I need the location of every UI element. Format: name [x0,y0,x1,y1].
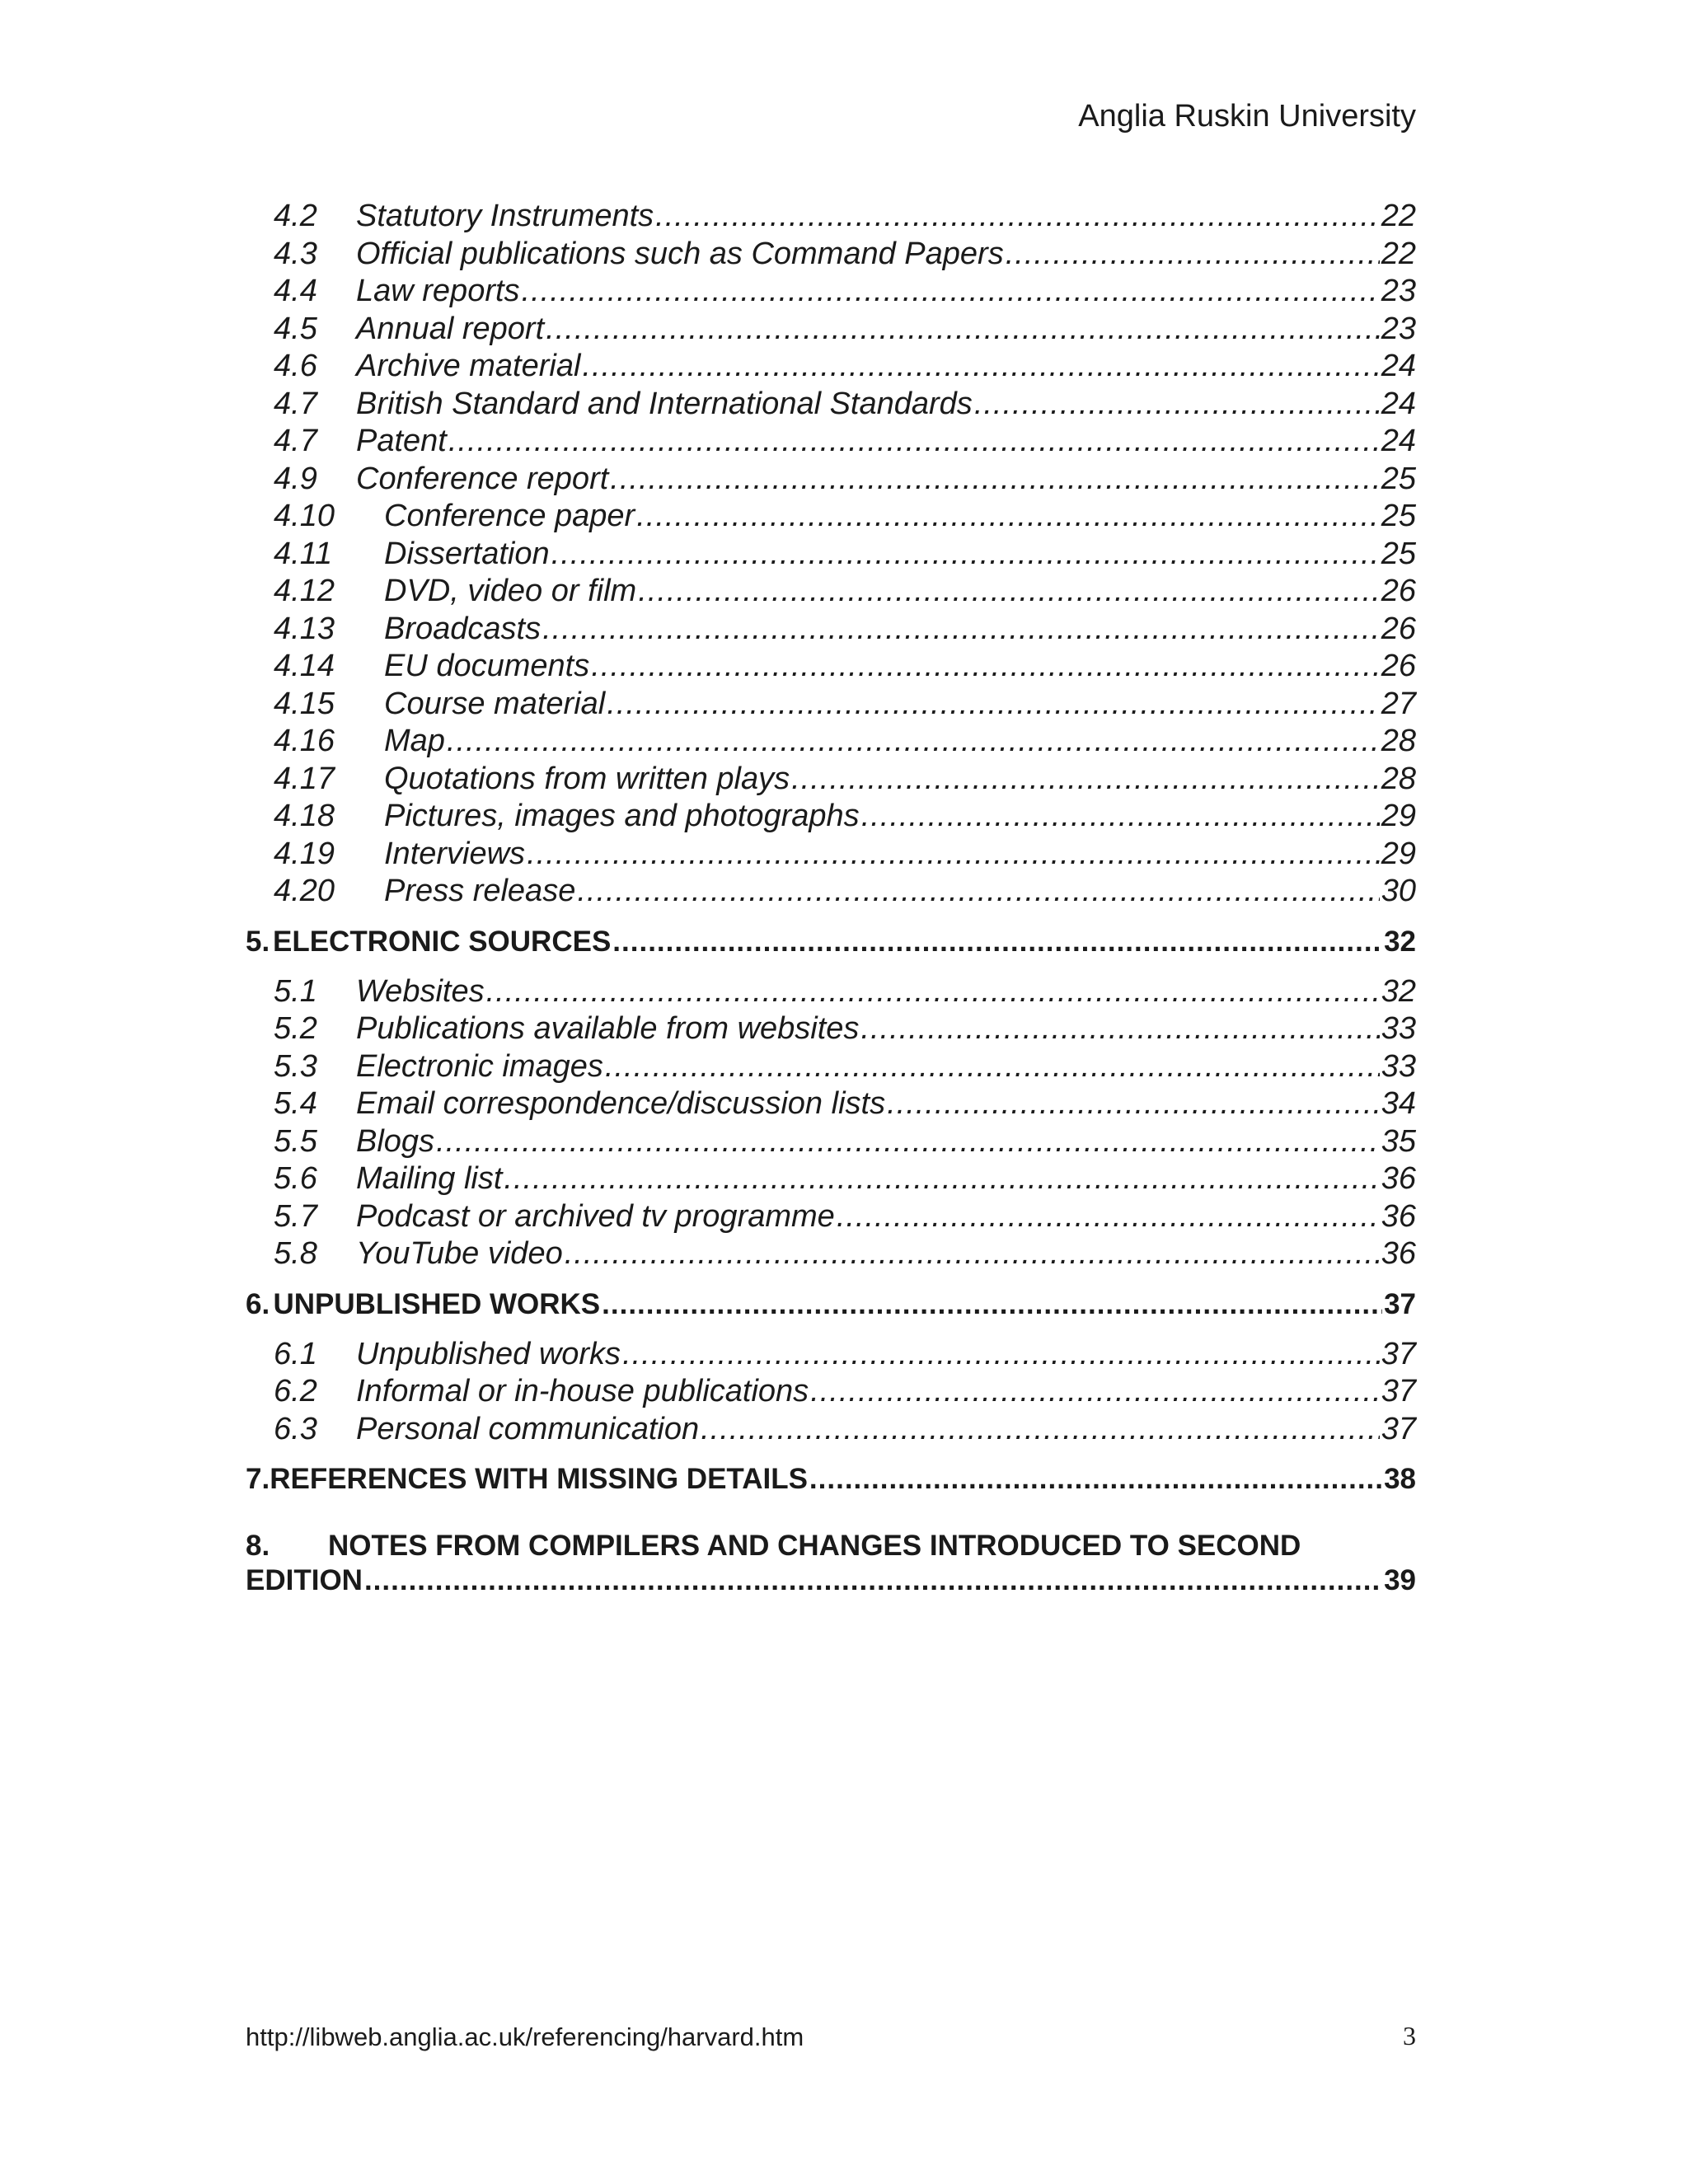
dot-leader [447,723,1380,761]
entry-title: Broadcasts [384,611,542,646]
entry-page: 24 [1381,386,1416,421]
toc-group-4 [246,198,1416,911]
entry-page: 23 [1381,274,1416,308]
toc-entry[interactable] [246,198,1416,236]
toc-section-8[interactable] [246,1529,1416,1598]
entry-title: EU documents [384,649,590,683]
entry-title: British Standard and International Standards [356,386,973,421]
section-page: 37 [1384,1287,1416,1320]
dot-leader [436,1123,1380,1161]
entry-page: 37 [1381,1336,1416,1371]
entry-title: Podcast or archived tv programme [356,1198,835,1234]
entry-page: 37 [1381,1374,1416,1408]
entry-page: 33 [1381,1011,1416,1046]
entry-number: 5.8 [274,1236,317,1271]
footer-page-number: 3 [1403,2021,1416,2050]
toc-entry[interactable] [246,873,1416,911]
entry-number: 4.4 [274,274,317,308]
dot-leader [860,1010,1379,1048]
toc-entry[interactable] [246,1123,1416,1161]
section-page: 39 [1384,1564,1416,1596]
entry-title: YouTube video [356,1236,563,1271]
entry-number: 6.3 [274,1411,317,1446]
toc-entry[interactable] [246,536,1416,574]
toc-entry[interactable] [246,686,1416,724]
dot-leader [810,1373,1380,1411]
dot-leader [591,648,1379,686]
entry-number: 4.16 [274,724,335,758]
entry-page: 28 [1381,761,1416,796]
entry-page: 32 [1381,973,1416,1009]
entry-title: Interviews [384,836,526,871]
section-title: ELECTRONIC SOURCES [272,925,612,958]
entry-page: 35 [1381,1123,1416,1159]
toc-group-5 [246,973,1416,1273]
entry-title: Dissertation [384,536,550,571]
dot-leader [701,1411,1380,1449]
entry-number: 4.3 [274,236,317,271]
entry-page: 22 [1381,236,1416,271]
section-number: 8. [246,1530,270,1562]
entry-number: 4.13 [274,611,335,646]
toc-entry[interactable] [246,273,1416,311]
entry-number: 5.7 [274,1198,317,1234]
entry-page: 34 [1381,1086,1416,1121]
entry-number: 5.1 [274,973,317,1009]
entry-title: Email correspondence/discussion lists [356,1086,886,1121]
dot-leader [809,1460,1382,1499]
entry-title: Law reports [356,274,520,308]
entry-number: 4.7 [274,386,317,421]
entry-number: 4.20 [274,874,335,908]
section-title-line2 [246,1563,1416,1598]
entry-page: 36 [1381,1236,1416,1271]
entry-title: Quotations from written plays [384,761,790,796]
dot-leader [974,386,1380,424]
dot-leader [861,798,1380,836]
entry-title: Course material [384,686,606,721]
entry-number: 4.18 [274,799,335,833]
entry-title: DVD, video or film [384,574,637,608]
entry-number: 4.2 [274,199,317,233]
section-page: 32 [1384,925,1416,958]
toc-entry[interactable] [246,498,1416,536]
section-title: NOTES FROM COMPILERS AND CHANGES INTRODUCED TO SECOND [328,1530,1301,1562]
toc-entry[interactable] [246,648,1416,686]
dot-leader [1006,236,1380,274]
entry-title: Official publications such as Command Papers [356,236,1004,271]
toc-section-5[interactable] [246,922,1416,962]
entry-number: 5.4 [274,1086,317,1121]
entry-number: 5.2 [274,1011,317,1046]
toc-entry[interactable] [246,461,1416,499]
entry-title: Mailing list [356,1161,503,1196]
entry-page: 36 [1381,1161,1416,1196]
toc-entry[interactable] [246,761,1416,799]
entry-title: Annual report [356,311,545,346]
dot-leader [791,761,1380,799]
entry-page: 37 [1381,1411,1416,1446]
entry-number: 4.11 [274,536,333,571]
table-of-contents [246,198,1416,1598]
dot-leader [522,273,1380,311]
entry-number: 4.19 [274,836,335,871]
dot-leader [602,1285,1382,1324]
toc-entry[interactable] [246,573,1416,611]
dot-leader [577,873,1379,911]
entry-number: 4.6 [274,349,317,383]
entry-title: Conference paper [384,499,635,533]
dot-leader [546,311,1380,349]
toc-entry[interactable] [246,1198,1416,1236]
entry-title: Electronic images [356,1048,603,1084]
entry-title: Statutory Instruments [356,199,654,233]
entry-number: 4.12 [274,574,335,608]
dot-leader [605,1048,1380,1086]
toc-entry[interactable] [246,1373,1416,1411]
dot-leader [887,1085,1380,1123]
entry-number: 5.5 [274,1123,317,1159]
toc-entry[interactable] [246,723,1416,761]
footer-url[interactable]: http://libweb.anglia.ac.uk/referencing/harvard.htm [246,2022,804,2051]
entry-page: 26 [1381,574,1416,608]
dot-leader [448,423,1380,461]
toc-entry[interactable] [246,1010,1416,1048]
section-page: 38 [1384,1463,1416,1495]
page-header: Anglia Ruskin University [1078,99,1416,134]
entry-number: 4.14 [274,649,335,683]
entry-title: Publications available from websites [356,1011,860,1046]
dot-leader [504,1160,1379,1198]
entry-page: 29 [1381,799,1416,833]
dot-leader [610,461,1379,499]
entry-page: 24 [1381,349,1416,383]
entry-page: 29 [1381,836,1416,871]
entry-page: 25 [1381,499,1416,533]
toc-entry[interactable] [246,236,1416,274]
entry-title: Pictures, images and photographs [384,799,860,833]
toc-entry[interactable] [246,1048,1416,1086]
section-title: UNPUBLISHED WORKS [273,1287,601,1320]
entry-page: 27 [1381,686,1416,721]
entry-title: Personal communication [356,1411,700,1446]
dot-leader [364,1563,1382,1598]
toc-entry[interactable] [246,1085,1416,1123]
entry-page: 24 [1381,424,1416,458]
dot-leader [837,1198,1380,1236]
section-title: REFERENCES WITH MISSING DETAILS [270,1463,808,1495]
entry-number: 4.17 [274,761,335,796]
entry-title: Map [384,724,445,758]
entry-title: Patent [356,424,447,458]
toc-entry[interactable] [246,311,1416,349]
dot-leader [527,836,1380,874]
entry-page: 30 [1381,874,1416,908]
entry-number: 4.10 [274,499,335,533]
entry-page: 28 [1381,724,1416,758]
toc-entry[interactable] [246,836,1416,874]
section-number: 5. [246,925,270,958]
entry-title: Press release [384,874,576,908]
dot-leader [607,686,1380,724]
toc-section-7[interactable] [246,1460,1416,1499]
toc-section-6[interactable] [246,1285,1416,1324]
toc-entry[interactable] [246,1411,1416,1449]
entry-number: 6.1 [274,1336,317,1371]
toc-entry[interactable] [246,1235,1416,1273]
entry-number: 4.7 [274,424,317,458]
entry-title: Unpublished works [356,1336,621,1371]
entry-number: 6.2 [274,1374,317,1408]
dot-leader [486,973,1380,1011]
section-title-line1 [246,1529,1416,1563]
entry-page: 36 [1381,1198,1416,1234]
toc-entry[interactable] [246,386,1416,424]
entry-number: 4.15 [274,686,335,721]
toc-entry[interactable] [246,798,1416,836]
toc-entry[interactable] [246,423,1416,461]
entry-page: 25 [1381,536,1416,571]
toc-entry[interactable] [246,611,1416,649]
section-title-continued: EDITION [246,1564,363,1596]
toc-entry[interactable] [246,973,1416,1011]
entry-title: Informal or in-house publications [356,1374,809,1408]
toc-group-6 [246,1336,1416,1449]
entry-number: 4.9 [274,461,317,496]
dot-leader [542,611,1380,649]
entry-page: 33 [1381,1048,1416,1084]
dot-leader [638,573,1380,611]
dot-leader [655,198,1380,236]
dot-leader [612,922,1382,962]
entry-title: Archive material [356,349,581,383]
entry-title: Websites [356,973,485,1009]
entry-number: 4.5 [274,311,317,346]
entry-number: 5.6 [274,1161,317,1196]
dot-leader [551,536,1380,574]
entry-title: Conference report [356,461,609,496]
entry-page: 25 [1381,461,1416,496]
section-number: 6. [246,1287,270,1320]
entry-page: 26 [1381,649,1416,683]
dot-leader [565,1235,1380,1273]
dot-leader [636,498,1380,536]
entry-page: 22 [1381,199,1416,233]
dot-leader [622,1336,1380,1374]
toc-entry[interactable] [246,1160,1416,1198]
dot-leader [582,348,1379,386]
entry-title: Blogs [356,1123,435,1159]
section-number: 7. [246,1463,270,1495]
entry-page: 26 [1381,611,1416,646]
entry-number: 5.3 [274,1048,317,1084]
entry-page: 23 [1381,311,1416,346]
toc-entry[interactable] [246,348,1416,386]
toc-entry[interactable] [246,1336,1416,1374]
